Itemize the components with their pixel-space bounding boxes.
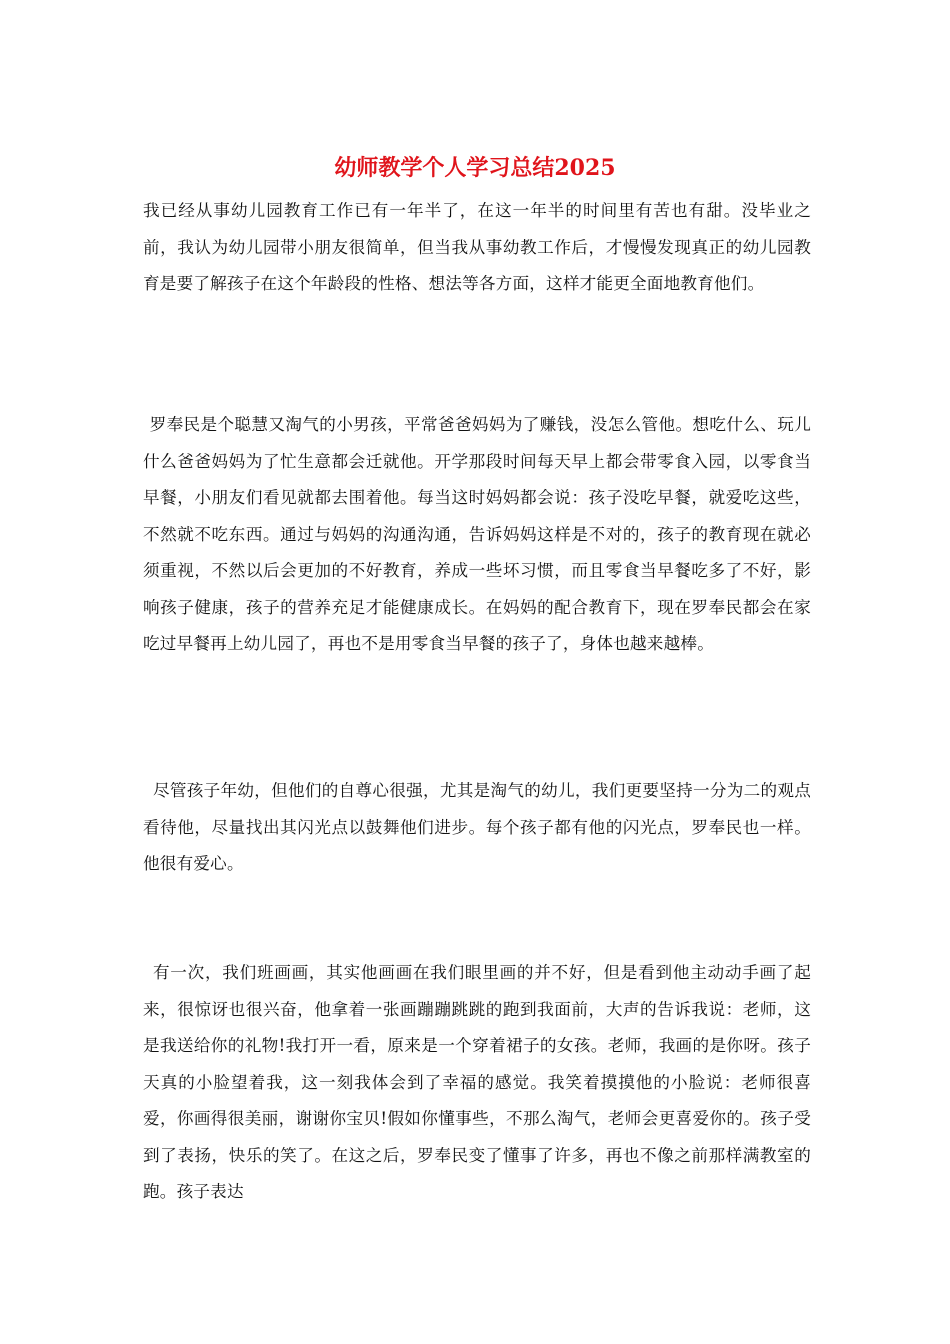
paragraph-luo-fengmin: 罗奉民是个聪慧又淘气的小男孩，平常爸爸妈妈为了赚钱，没怎么管他。想吃什么、玩儿什么爸爸妈妈为了忙生意都会迁就他。开学那段时间每天早上都会带零食入园，以零食当早餐，小朋友们看见就都去围着他。每当这时妈妈都会说：孩子没吃早餐，就爱吃这些，不然就不吃东西。通过与妈妈的沟通沟通，告诉妈妈这样是不对的，孩子的教育现在就必须重视，不然以后会更加的不好教育，养成一些坏习惯，而且零食当早餐吃多了不好，影响孩子健康，孩子的营养充足才能健康成长。在妈妈的配合教育下，现在罗奉民都会在家吃过早餐再上幼儿园了，再也不是用零食当早餐的孩子了，身体也越来越棒。 (143, 415, 811, 653)
document-title: 幼师教学个人学习总结2025 (334, 155, 616, 181)
paragraph-self-esteem: 尽管孩子年幼，但他们的自尊心很强，尤其是淘气的幼儿，我们更要坚持一分为二的观点看待他，尽量找出其闪光点以鼓舞他们进步。每个孩子都有他的闪光点，罗奉民也一样。他很有爱心。 (143, 781, 811, 873)
paragraph-drawing-story: 有一次，我们班画画，其实他画画在我们眼里画的并不好，但是看到他主动动手画了起来，很惊讶也很兴奋，他拿着一张画蹦蹦跳跳的跑到我面前，大声的告诉我说：老师，这是我送给你的礼物!我打开一看，原来是一个穿着裙子的女孩。老师，我画的是你呀。孩子天真的小脸望着我，这一刻我体会到了幸福的感觉。我笑着摸摸他的小脸说：老师很喜爱，你画得很美丽，谢谢你宝贝!假如你懂事些，不那么淘气，老师会更喜爱你的。孩子受到了表扬，快乐的笑了。在这之后，罗奉民变了懂事了许多，再也不像之前那样满教室的跑。孩子表达 (143, 963, 811, 1201)
paragraph-intro: 我已经从事幼儿园教育工作已有一年半了，在这一年半的时间里有苦也有甜。没毕业之前，我认为幼儿园带小朋友很简单，但当我从事幼教工作后，才慢慢发现真正的幼儿园教育是要了解孩子在这个年龄段的性格、想法等各方面，这样才能更全面地教育他们。 (143, 201, 811, 293)
